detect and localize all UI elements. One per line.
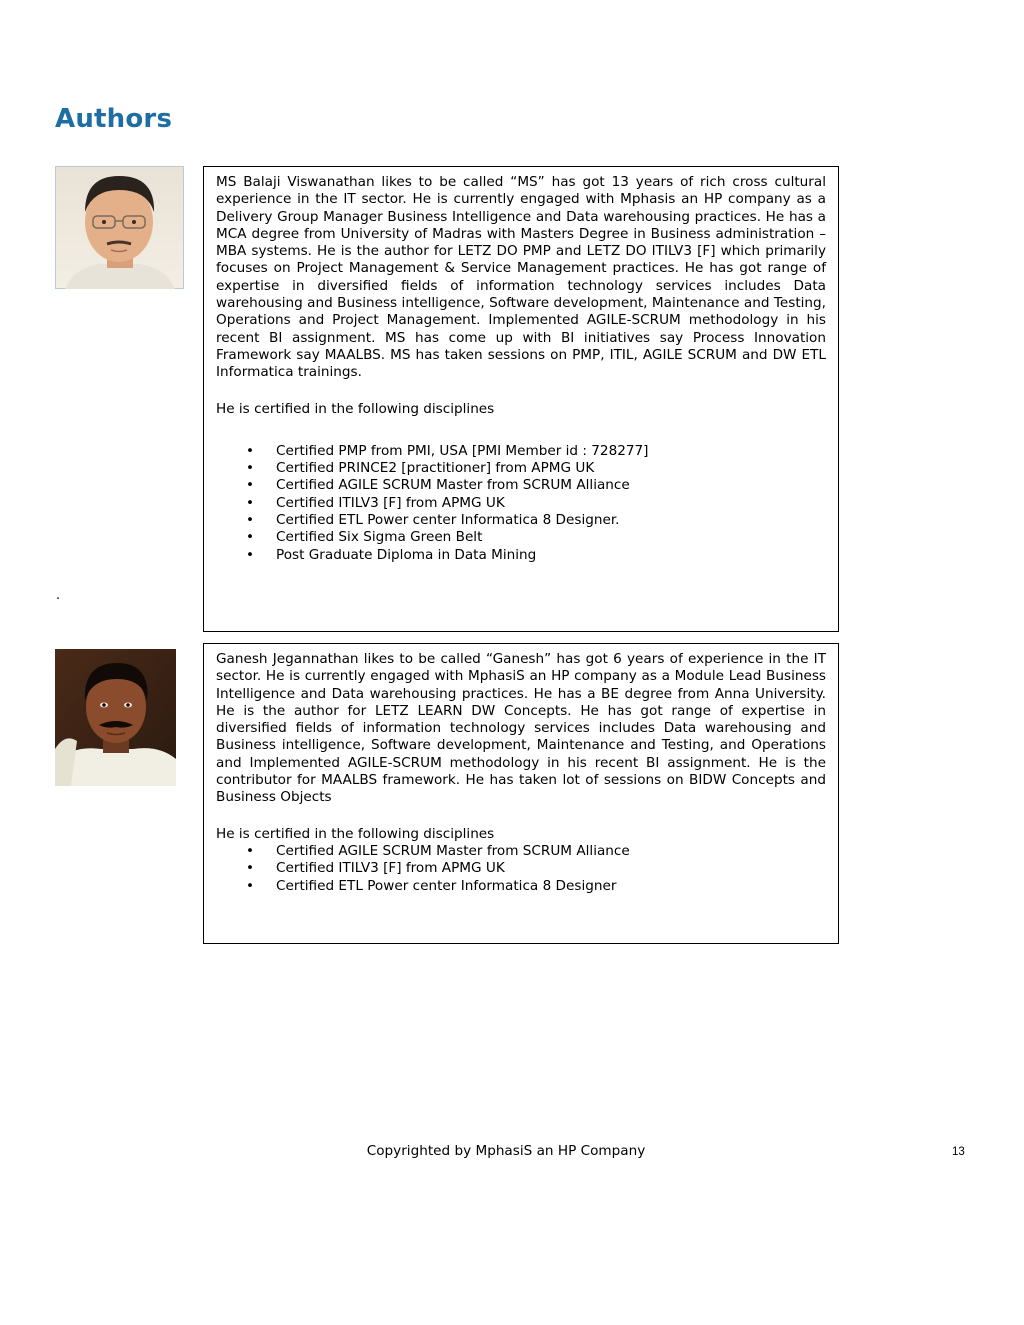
list-item: • Certified ETL Power center Informatica 8 Designer xyxy=(216,878,826,895)
stray-mark: . xyxy=(56,588,61,603)
author-bio-text: Ganesh Jegannathan likes to be called “Ganesh” has got 6 years of experience in the IT sector. He is currently engaged with MphasiS an HP company as a Module Lead Business Intelligence and Data warehousing practices. He has a BE degree from Anna University. He is the author for LETZ LEARN DW Concepts. He has got range of expertise in diversified fields of information technology services includes Data warehousing and Business intelligence, Software development, Maintenance and Testing, and Operations and Implemented AGILE-SCRUM methodology in his recent BI assignment. He is the contributor for MAALBS framework. He has taken lot of sessions on BIDW Concepts and Business Objects xyxy=(216,651,826,806)
list-item: • Certified AGILE SCRUM Master from SCRUM Alliance xyxy=(216,843,826,860)
list-item: • Post Graduate Diploma in Data Mining xyxy=(216,547,826,564)
footer-copyright: Copyrighted by MphasiS an HP Company xyxy=(366,1143,646,1159)
author-bio-box-2 xyxy=(203,643,839,944)
author-bio-text: MS Balaji Viswanathan likes to be called “MS” has got 13 years of rich cross cultural experience in the IT sector. He is currently engaged with Mphasis an HP company as a Delivery Group Manager Business Intelligence and Data warehousing practices. He has a MCA degree from University of Madras with Masters Degree in Business administration – MBA systems. He is the author for LETZ DO PMP and LETZ DO ITILV3 [F] which primarily focuses on Project Management & Service Management practices. He has got range of expertise in diversified fields of information technology services includes Data warehousing and Business intelligence, Software development, Maintenance and Testing, Operations and Project Management. Implemented AGILE-SCRUM methodology in his recent BI assignment. MS has come up with BI initiatives say Process Innovation Framework say MAALBS. MS has taken sessions on PMP, ITIL, AGILE SCRUM and DW ETL Informatica trainings. xyxy=(216,174,826,381)
page-title: Authors xyxy=(55,104,173,134)
certifications-list xyxy=(216,443,826,564)
certifications-intro: He is certified in the following disciplines xyxy=(216,825,495,842)
list-item: • Certified PRINCE2 [practitioner] from APMG UK xyxy=(216,460,826,477)
author-photo-2 xyxy=(55,649,176,786)
certifications-intro: He is certified in the following disciplines xyxy=(216,400,495,417)
list-item: • Certified PMP from PMI, USA [PMI Member id : 728277] xyxy=(216,443,826,460)
list-item: • Certified Six Sigma Green Belt xyxy=(216,529,826,546)
author-photo-1 xyxy=(55,166,184,289)
author-portrait-icon xyxy=(55,649,176,786)
author-bio-box-1 xyxy=(203,166,839,632)
list-item: • Certified ETL Power center Informatica 8 Designer. xyxy=(216,512,826,529)
list-item: • Certified ITILV3 [F] from APMG UK xyxy=(216,860,826,877)
page-number: 13 xyxy=(952,1146,965,1158)
list-item: • Certified AGILE SCRUM Master from SCRUM Alliance xyxy=(216,477,826,494)
certifications-list xyxy=(216,843,826,895)
author-portrait-icon xyxy=(55,166,184,289)
list-item: • Certified ITILV3 [F] from APMG UK xyxy=(216,495,826,512)
